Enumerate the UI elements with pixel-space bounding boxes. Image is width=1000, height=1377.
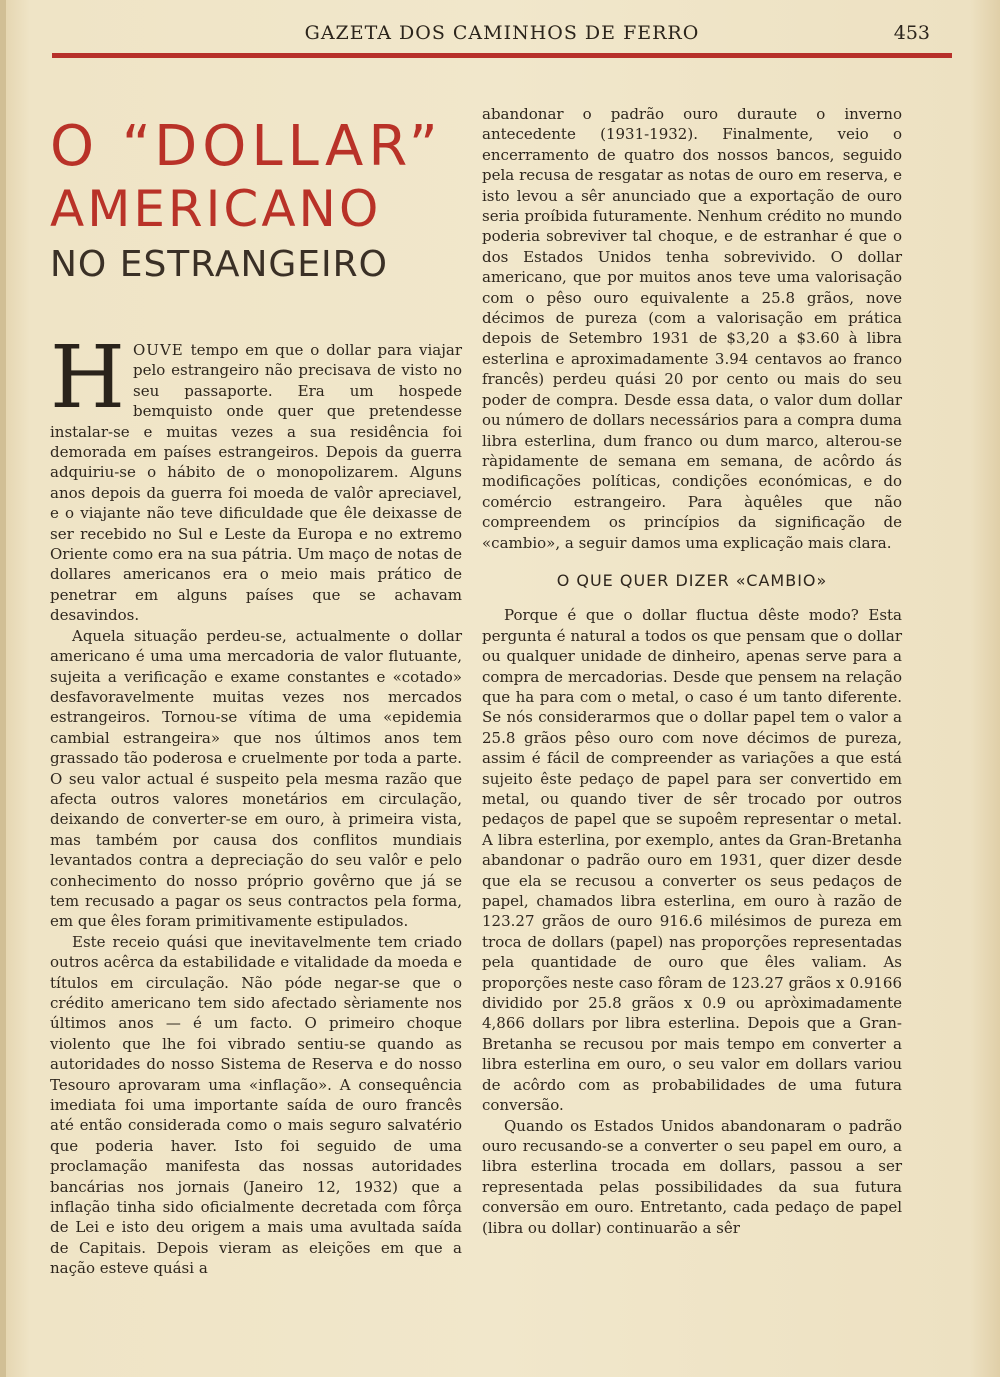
paragraph: Quando os Estados Unidos abandonaram o padrão ouro recusando-se a converter o seu papel em ouro, a libra esterlina trocada em dollars, passou a ser representada pelas possibilidades da sua futura conversão em ouro. Entretanto, cada pedaço de papel (libra ou dollar) continuarão a sêr	[482, 1116, 902, 1237]
paragraph	[50, 328, 463, 626]
right-column	[482, 104, 902, 1238]
title-line-3: NO ESTRANGEIRO	[50, 244, 389, 285]
drop-cap: H	[50, 328, 125, 428]
left-column	[50, 328, 463, 1279]
page-edge	[0, 0, 6, 1377]
header-rule	[52, 53, 952, 58]
running-header	[52, 20, 952, 50]
lead-word: OUVE	[133, 341, 184, 359]
journal-name: GAZETA DOS CAMINHOS DE FERRO	[304, 22, 700, 44]
paragraph: Porque é que o dollar fluctua dêste modo? Esta pergunta é natural a todos os que pensam que o dollar ou qualquer unidade de dinheiro, apenas serve para a compra de mercadorias. Desde que pensem na relação que ha para com o metal, o caso é um tanto diferente. Se nós considerarmos que o dollar papel tem o valor a 25.8 grãos pêso ouro com nove décimos de pureza, assim é fácil de compreender as variações a que está sujeito êste pedaço de papel para ser convertido em metal, ou quando tiver de sêr trocado por outros pedaços de papel que se supoêm representar o metal. A libra esterlina, por exemplo, antes da Gran-Bretanha abandonar o padrão ouro em 1931, quer dizer desde que ela se recusou a converter os seus pedaços de papel, chamados libra esterlina, em ouro à razão de 123.27 grãos de ouro 916.6 milésimos de pureza em troca de dollars (papel) nas proporções representadas pela quantidade de ouro que êles valiam. As proporções neste caso fôram de 123.27 grãos x 0.9166 dividido por 25.8 grãos x 0.9 ou apròximadamente 4,866 dollars por libra esterlina. Depois que a Gran-Bretanha se recusou por mais tempo em converter a libra esterlina em ouro, o seu valor em dollars variou de acôrdo com as probabilidades de uma futura conversão.	[482, 606, 902, 1115]
section-heading: O QUE QUER DIZER «CAMBIO»	[556, 570, 828, 590]
paragraph-text: tempo em que o dollar para viajar pelo estrangeiro não precisava de visto no seu passaporte. Era um hospede bemquisto onde quer que pretendesse instalar-se e muitas vezes a sua residência foi demorada em países estrangeiros. Depois da guerra adquiriu-se o hábito de o monopolizarem. Alguns anos depois da guerra foi moeda de valôr apreciavel, e o viajante não teve dificuldade que êle deixasse de ser recebido no Sul e Leste da Europa e no extremo Oriente como era na sua pátria. Um maço de notas de dollares americanos era o meio mais prático de penetrar em alguns países que se achavam desavindos.	[50, 341, 463, 625]
page-number: 453	[893, 22, 930, 44]
paragraph: abandonar o padrão ouro duraute o inverno antecedente (1931-1932). Finalmente, veio o encerramento de quatro dos nossos bancos, seguido pela recusa de resgatar as notas de ouro em reserva, e isto levou a sêr anunciado que a exportação de ouro seria proíbida futuramente. Nenhum crédito no mundo poderia sobreviver tal choque, e de estranhar é que o dos Estados Unidos tenha sobrevivido. O dollar americano, que por muitos anos teve uma valorisação com o pêso ouro equivalente a 25.8 grãos, nove décimos de pureza (com a valorisação em prática depois de Setembro 1931 de $3,20 a $3.60 à libra esterlina e aproximadamente 3.94 centavos ao franco francês) perdeu quási 20 por cento ou mais do seu poder de compra. Desde essa data, o valor dum dollar ou número de dollars necessários para a compra duma libra esterlina, dum franco ou dum marco, alterou-se ràpidamente de semana em semana, de acôrdo ás modificações políticas, condições económicas, e do comércio estrangeiro. Para àquêles que não compreendem os princípios da significação de «cambio», a seguir damos uma explicação mais clara.	[482, 105, 902, 552]
paragraph: Este receio quási que inevitavelmente tem criado outros acêrca da estabilidade e vitalidade da moeda e títulos em circulação. Não póde negar-se que o crédito americano tem sido afectado sèriamente nos últimos anos — é um facto. O primeiro choque violento que lhe foi vibrado sentiu-se quando as autoridades do nosso Sistema de Reserva e do nosso Tesouro aprovaram uma «inflação». A consequência imediata foi uma importante saída de ouro francês até então considerada como o mais seguro salvatério que poderia haver. Isto foi seguido de uma proclamação manifesta das nossas autoridades bancárias nos jornais (Janeiro 12, 1932) que a inflação tinha sido oficialmente decretada com fôrça de Lei e isto deu origem a mais uma avultada saída de Capitais. Depois vieram as eleições em que a nação esteve quási a	[50, 932, 462, 1278]
title-line-1: O “DOLLAR”	[50, 114, 443, 179]
paragraph: Aquela situação perdeu-se, actualmente o dollar americano é uma uma mercadoria de valor flutuante, sujeita a verificação e exame constantes e «cotado» desfavoravelmente muitas vezes nos mercados estrangeiros. Tornou-se vítima de uma «epidemia cambial estrangeira» que nos últimos anos tem grassado tão poderosa e cruelmente por toda a parte. O seu valor actual é suspeito pela mesma razão que afecta outros valores monetários em circulação, deixando de converter-se em ouro, à primeira vista, mas também por causa dos conflitos mundiais levantados contra a depreciação do seu valôr e pelo conhecimento do nosso próprio govêrno que já se tem recusado a pagar os seus contractos pela forma, em que êles foram primitivamente estipulados.	[50, 626, 462, 931]
title-line-2: AMERICANO	[50, 180, 382, 238]
